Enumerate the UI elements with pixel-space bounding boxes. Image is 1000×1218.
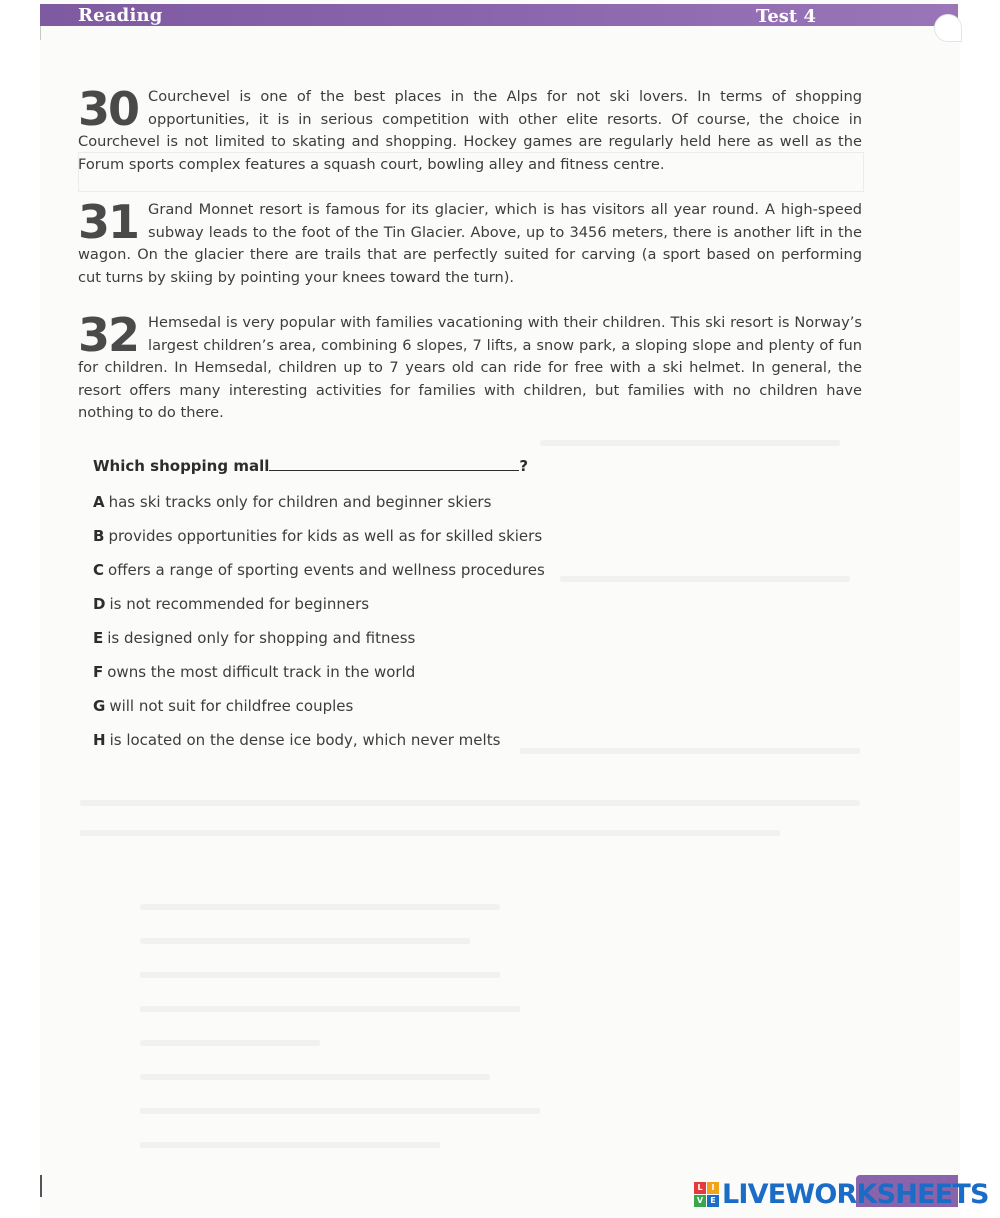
option-text: will not suit for childfree couples [109,697,354,715]
paragraph-31 [78,195,862,289]
show-through-line [520,748,860,754]
option-text: is located on the dense ice body, which never melts [109,731,501,749]
logo-letter: E [707,1195,719,1207]
footer-rule [40,1175,42,1197]
show-through-line [140,1108,540,1114]
option-c[interactable] [93,561,545,579]
show-through-line [140,1074,490,1080]
show-through-line [540,440,840,446]
liveworksheets-logo-icon [694,1182,719,1207]
watermark-text-worksheets: WORKSHEETS [785,1178,989,1210]
paragraph-number: 30 [78,82,139,136]
show-through-line [140,938,470,944]
option-e[interactable] [93,629,415,647]
logo-letter: L [694,1182,706,1194]
option-text: owns the most difficult track in the world [107,663,416,681]
show-through-line [560,576,850,582]
show-through-line [140,1040,320,1046]
paragraph-number: 31 [78,195,139,249]
option-letter: H [93,731,106,749]
option-letter: B [93,527,105,545]
section-title: Reading [78,5,163,26]
option-letter: A [93,493,105,511]
option-letter: E [93,629,104,647]
paragraph-32 [78,308,862,425]
paragraph-30 [78,82,862,176]
question-text: Which shopping mall [93,457,270,475]
option-text: offers a range of sporting events and wellness procedures [108,561,545,579]
header-tab-decoration [934,14,962,42]
option-text: has ski tracks only for children and beginner skiers [108,493,492,511]
option-letter: F [93,663,104,681]
question-mark: ? [519,457,529,475]
paragraph-number: 32 [78,308,139,362]
paragraph-text: Grand Monnet resort is famous for its glacier, which is has visitors all year round. A high-speed subway leads to the foot of the Tin Glacier. Above, up to 3456 meters, there is another lift in the wagon. On the glacier there are trails that are perfectly suited for carving (a sport based on performing cut turns by skiing by pointing your knees toward the turn). [78,201,862,286]
option-letter: G [93,697,106,715]
option-h[interactable] [93,731,500,749]
answer-blank[interactable] [269,456,519,471]
option-text: is not recommended for beginners [109,595,370,613]
watermark-text-live: LIVE [722,1178,786,1210]
option-letter: C [93,561,105,579]
option-text: provides opportunities for kids as well as for skilled skiers [108,527,543,545]
liveworksheets-watermark [694,1174,989,1214]
option-g[interactable] [93,697,353,715]
show-through-line [80,830,780,836]
show-through-line [140,1142,440,1148]
show-through-line [140,1006,520,1012]
logo-letter: I [707,1182,719,1194]
header-bar [40,4,958,26]
option-d[interactable] [93,595,369,613]
option-f[interactable] [93,663,415,681]
show-through-line [140,904,500,910]
option-text: is designed only for shopping and fitness [107,629,416,647]
option-b[interactable] [93,527,542,545]
show-through-line [140,972,500,978]
paragraph-text: Courchevel is one of the best places in the Alps for not ski lovers. In terms of shopping opportunities, it is in serious competition with other elite resorts. Of course, the choice in Courchevel is not limited to skating and shopping. Hockey games are regularly held here as well as the Forum sports complex features a squash court, bowling alley and fitness centre. [78,88,862,173]
logo-letter: V [694,1195,706,1207]
paragraph-text: Hemsedal is very popular with families vacationing with their children. This ski resort is Norway’s largest children’s area, combining 6 slopes, 7 lifts, a snow park, a sloping slope and plenty of fun for children. In Hemsedal, children up to 7 years old can ride for free with a ski helmet. In general, the resort offers many interesting activities for families with children, but families with no children have nothing to do there. [78,314,862,422]
question-prompt [93,456,528,475]
show-through-line [80,800,860,806]
option-letter: D [93,595,106,613]
option-a[interactable] [93,493,491,511]
test-title: Test 4 [756,6,817,27]
